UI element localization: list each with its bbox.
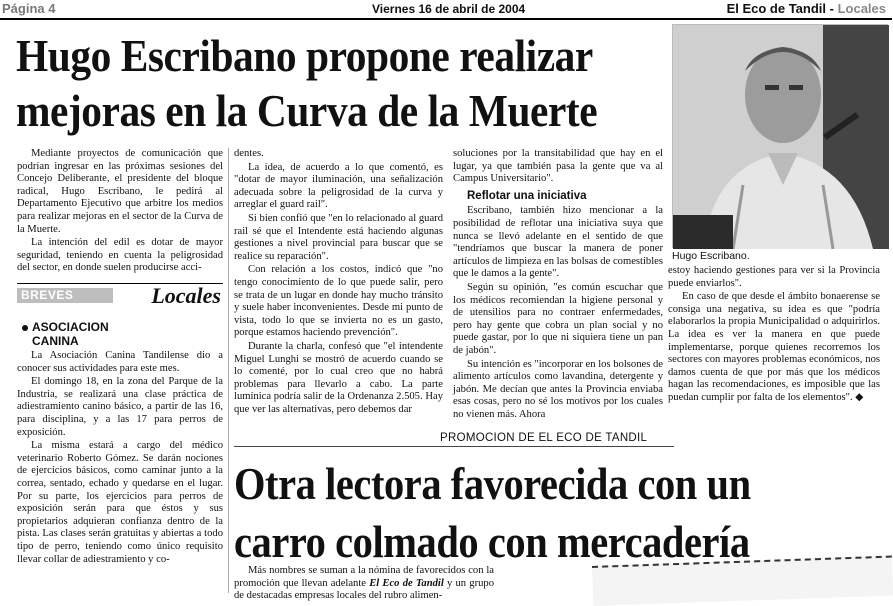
breves-section: Locales: [151, 283, 221, 308]
paragraph: Durante la charla, confesó que "el intendente Miguel Lunghi se mostró de acuerdo cuando se lo comenté, por lo cual creo que no habrá problemas para llevarlo a cabo. La parte lumínica podría salir de la Ordenanza 2.505. Hay que ver las alternativas, pero debemos dar: [234, 340, 443, 415]
paragraph: La idea, de acuerdo a lo que comentó, es "dotar de mayor iluminación, una señalización adecuada sobre la peligrosidad de la curva y arreglar el guard rail".: [234, 161, 443, 211]
body-text-post: y un grupo de destacadas empresas locales del rubro alimen-: [234, 577, 494, 602]
page-header: [0, 0, 892, 20]
paragraph: Su intención es "incorporar en los bolsones de alimento artículos como lavandina, detergente y jabón. Me decían que antes la Provincia enviaba esas cosas, pero no sé los motivos por los cuales no vienen más. Ahora: [453, 358, 663, 420]
main-headline: [16, 28, 601, 138]
article-column-3: [453, 148, 663, 422]
article-column-1: [17, 148, 223, 276]
body-text-pre: Más nombres se suman a la nómina de favorecidos con la promoción que llevan adelante: [234, 565, 494, 589]
article-column-2: [234, 148, 443, 417]
paragraph: Escribano, también hizo mencionar a la posibilidad de reflotar una iniciativa suya que nunca se llevó adelante en el sentido de que "tendríamos que buscar la manera de poner artículos de limpieza en las bolsas de comestibles que le damos a la gente".: [453, 205, 663, 280]
portrait-illustration: [673, 25, 889, 249]
second-article-body: [234, 565, 494, 604]
subheading: Reflotar una iniciativa: [467, 189, 587, 202]
paragraph: Si bien confió que "en lo relacionado al guard rail sé que el Intendente está haciendo algunas gestiones a nivel provincial para buscar que se realice su reparación".: [234, 212, 443, 262]
main-headline-line1: Hugo Escribano propone realizar: [16, 30, 593, 81]
paragraph: Con relación a los costos, indicó que "no tengo conocimiento de lo que puede salir, pero se trata de un lugar en donde hay mucho tránsito y suele haber inconvenientes. Desde mi punto de vista, todo lo que se invierta no es un gasto, porque estamos haciendo prevención".: [234, 264, 443, 339]
brief-title-line1: ASOCIACION: [32, 320, 109, 334]
paragraph: soluciones por la transitabilidad que hay en el lugar, ya que también pasa la gente que va al Campus Universitario".: [453, 148, 663, 185]
second-headline-line1: Otra lectora favorecida con un: [234, 458, 751, 509]
photo-caption: Hugo Escribano.: [672, 250, 750, 262]
paragraph: En caso de que desde el ámbito bonaerense se consiga una negativa, su idea es que "podría elaborarlos la propia Municipalidad o adquirirlos. La idea es ver la manera en que puede implementarse, porque quienes recorremos los sectores con mayores problemas económicos, nos damos cuenta de que por más que los médicos hagan las recomendaciones, es imposible que las puedan cumplir por falta de los elementos". ◆: [668, 291, 880, 403]
paragraph: La misma estará a cargo del médico veterinario Roberto Gómez. Se darán nociones de ejercicios básicos, como caminar junto a la correa, sentado, echado y quedarse en el lugar. Por su parte, los ejercicios para perros de exposición serán para que éstos y sus propietarios adquieran confianza dentro de la pista. Las clases serán gratuitas y abiertas a todo tipo de perro, teniendo como único requisito llevar collar de adiestramiento y co-: [17, 440, 223, 565]
portrait-photo: [672, 24, 888, 248]
section-name: Locales: [837, 1, 886, 16]
paragraph: La intención del edil es dotar de mayor seguridad, teniendo en cuenta la peligrosidad del sector, en donde suelen producirse acci-: [17, 237, 223, 274]
paragraph: Según su opinión, "es común escuchar que los médicos recomiendan la higiene personal y de utensilios para no contraer enfermedades, pero hay gente que cobra un plan social y no puede gastar, por lo que ni siquiera tiene un pan de jabón".: [453, 281, 663, 356]
promo-divider: [234, 446, 674, 447]
brief-title-line2: CANINA: [32, 334, 79, 348]
bullet-icon: [22, 325, 28, 331]
paragraph: Mediante proyectos de comunicación que podrían ingresar en las próximas sesiones del Concejo Deliberante, el presidente del bloque radical, Hugo Escribano, le pedirá al Departamento Ejecutivo que arbitre los medios para realizar mejoras en el sector de la Curva de la Muerte.: [17, 148, 223, 235]
second-headline-line2: carro colmado con mercadería: [234, 516, 750, 567]
header-separator: -: [826, 1, 838, 16]
main-headline-line2: mejoras en la Curva de la Muerte: [16, 85, 598, 136]
newspaper-name: [727, 1, 886, 16]
paragraph: El domingo 18, en la zona del Parque de la Industria, se realizará una clase práctica de adiestramiento canino básico, a partir de las 16, para disciplina, y a las 17 para perros de exposición.: [17, 376, 223, 438]
paragraph: estoy haciendo gestiones para ver si la Provincia puede enviarlos".: [668, 265, 880, 289]
breves-header: [17, 283, 223, 308]
newspaper-title: El Eco de Tandil: [726, 1, 827, 16]
issue-date: Viernes 16 de abril de 2004: [372, 2, 526, 16]
newspaper-mention: El Eco de Tandil: [369, 577, 444, 589]
paragraph: La Asociación Canina Tandilense dio a conocer sus actividades para este mes.: [17, 350, 223, 374]
brief-body: [17, 350, 223, 567]
brief-title: [22, 320, 109, 348]
promo-kicker: PROMOCION DE EL ECO DE TANDIL: [440, 432, 648, 444]
second-headline: [234, 455, 815, 571]
page-number: Página 4: [2, 1, 56, 16]
breves-tag: BREVES: [17, 288, 113, 303]
column-divider: [228, 148, 229, 593]
article-column-4: [668, 265, 880, 406]
paragraph: dentes.: [234, 148, 264, 159]
paragraph: [234, 565, 494, 603]
